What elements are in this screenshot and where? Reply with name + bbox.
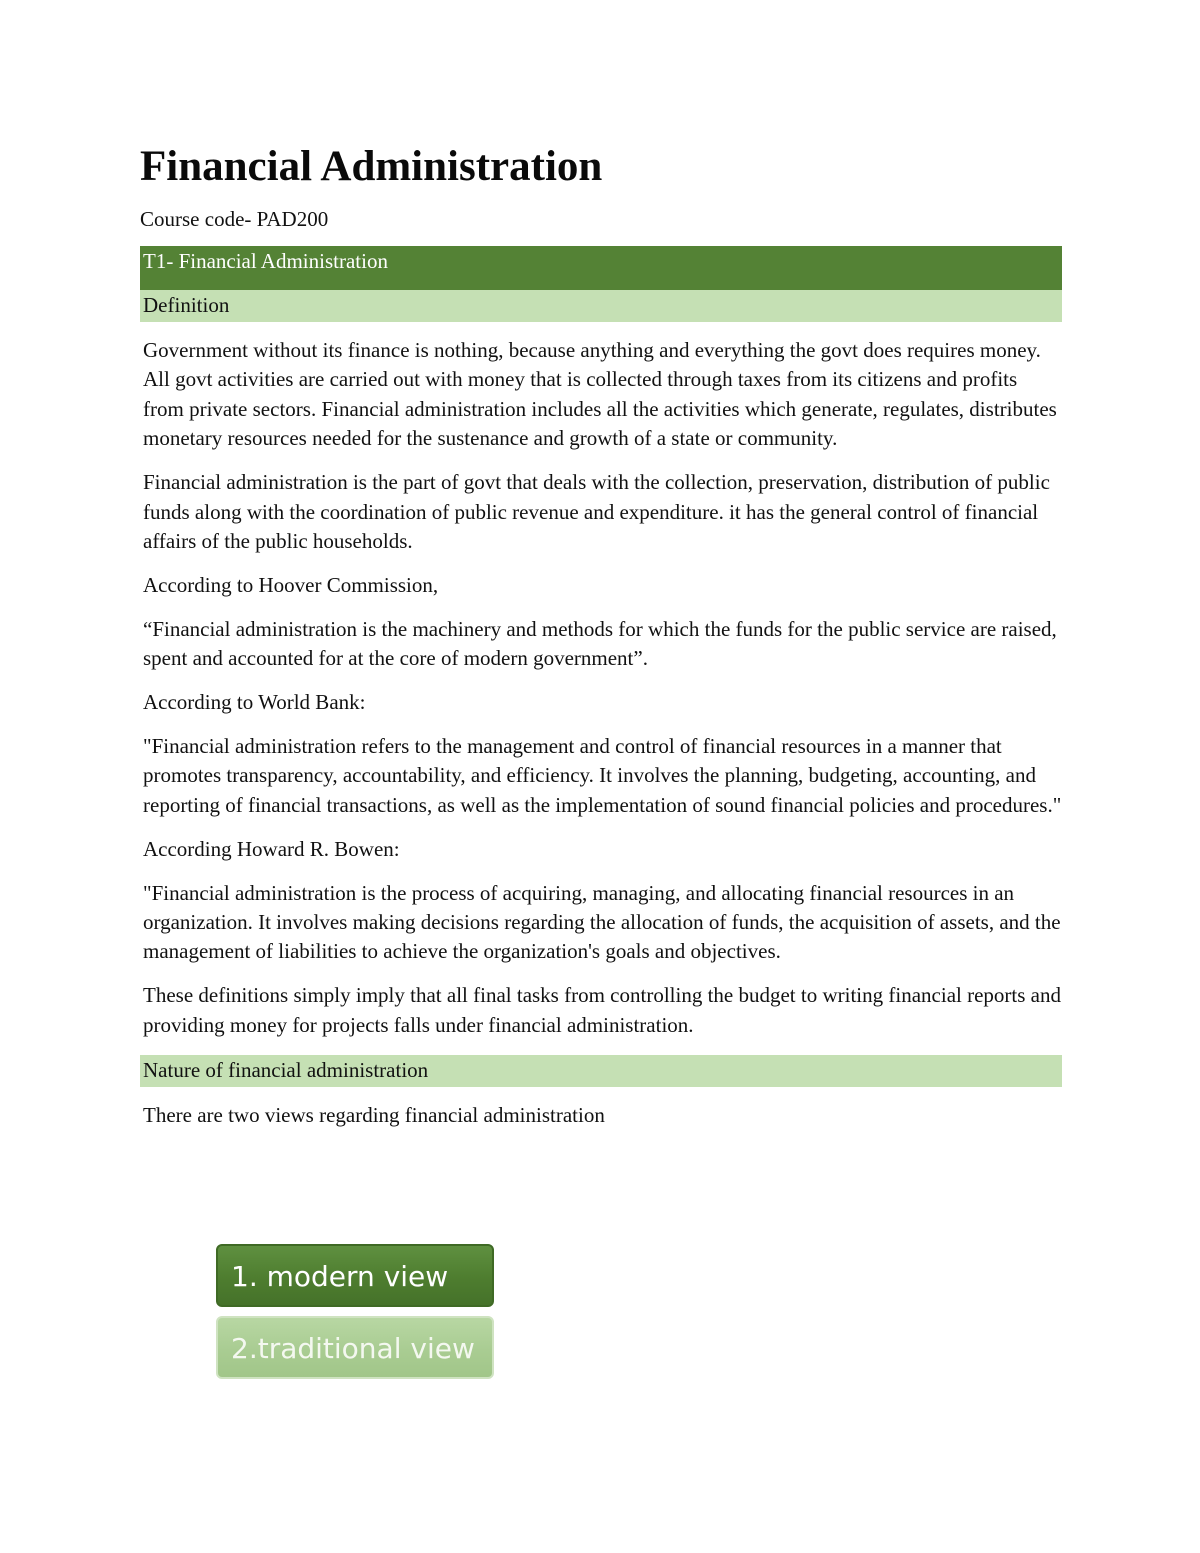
paragraph: According to World Bank:: [143, 690, 366, 715]
document-content: [140, 136, 1062, 1145]
course-code: Course code- PAD200: [140, 207, 329, 231]
quote-paragraph: "Financial administration is the process of acquiring, managing, and allocating financial resources in an organization. It involves making decisions regarding the allocation of funds, the acquisition of assets, and the management of liabilities to achieve the organization's goals and objectives.: [143, 880, 1061, 964]
traditional-view-box: 2.traditional view: [216, 1316, 494, 1379]
section-heading-nature: Nature of financial administration: [140, 1055, 1062, 1087]
paragraph: Government without its finance is nothing, because anything and everything the govt does requires money. All govt activities are carried out with money that is collected through taxes from its citizens and profits from private sectors. Financial administration includes all the activities which generate, regulates, distributes monetary resources needed for the sustenance and growth of a state or community.: [143, 338, 1057, 451]
document-title: Financial Administration: [140, 143, 603, 190]
quote-paragraph: “Financial administration is the machinery and methods for which the funds for the public service are raised, spent and accounted for at the core of modern government”.: [143, 616, 1057, 671]
quote-paragraph: "Financial administration refers to the management and control of financial resources in a manner that promotes transparency, accountability, and efficiency. It involves the planning, budgeting, accounting, and reporting of financial transactions, as well as the implementation of sound financial policies and procedures.": [143, 733, 1062, 817]
views-diagram: [216, 1244, 496, 1379]
paragraph: Financial administration is the part of govt that deals with the collection, preservation, distribution of public funds along with the coordination of public revenue and expenditure. it has the general control of financial affairs of the public households.: [143, 470, 1050, 553]
modern-view-box: 1. modern view: [216, 1244, 494, 1307]
paragraph: According Howard R. Bowen:: [143, 836, 400, 861]
paragraph: These definitions simply imply that all final tasks from controlling the budget to writing financial reports and providing money for projects falls under financial administration.: [143, 983, 1061, 1037]
paragraph: There are two views regarding financial administration: [143, 1102, 605, 1127]
topic-heading: T1- Financial Administration: [140, 246, 1062, 290]
section-heading-definition: Definition: [140, 290, 1062, 322]
paragraph: According to Hoover Commission,: [143, 572, 439, 597]
